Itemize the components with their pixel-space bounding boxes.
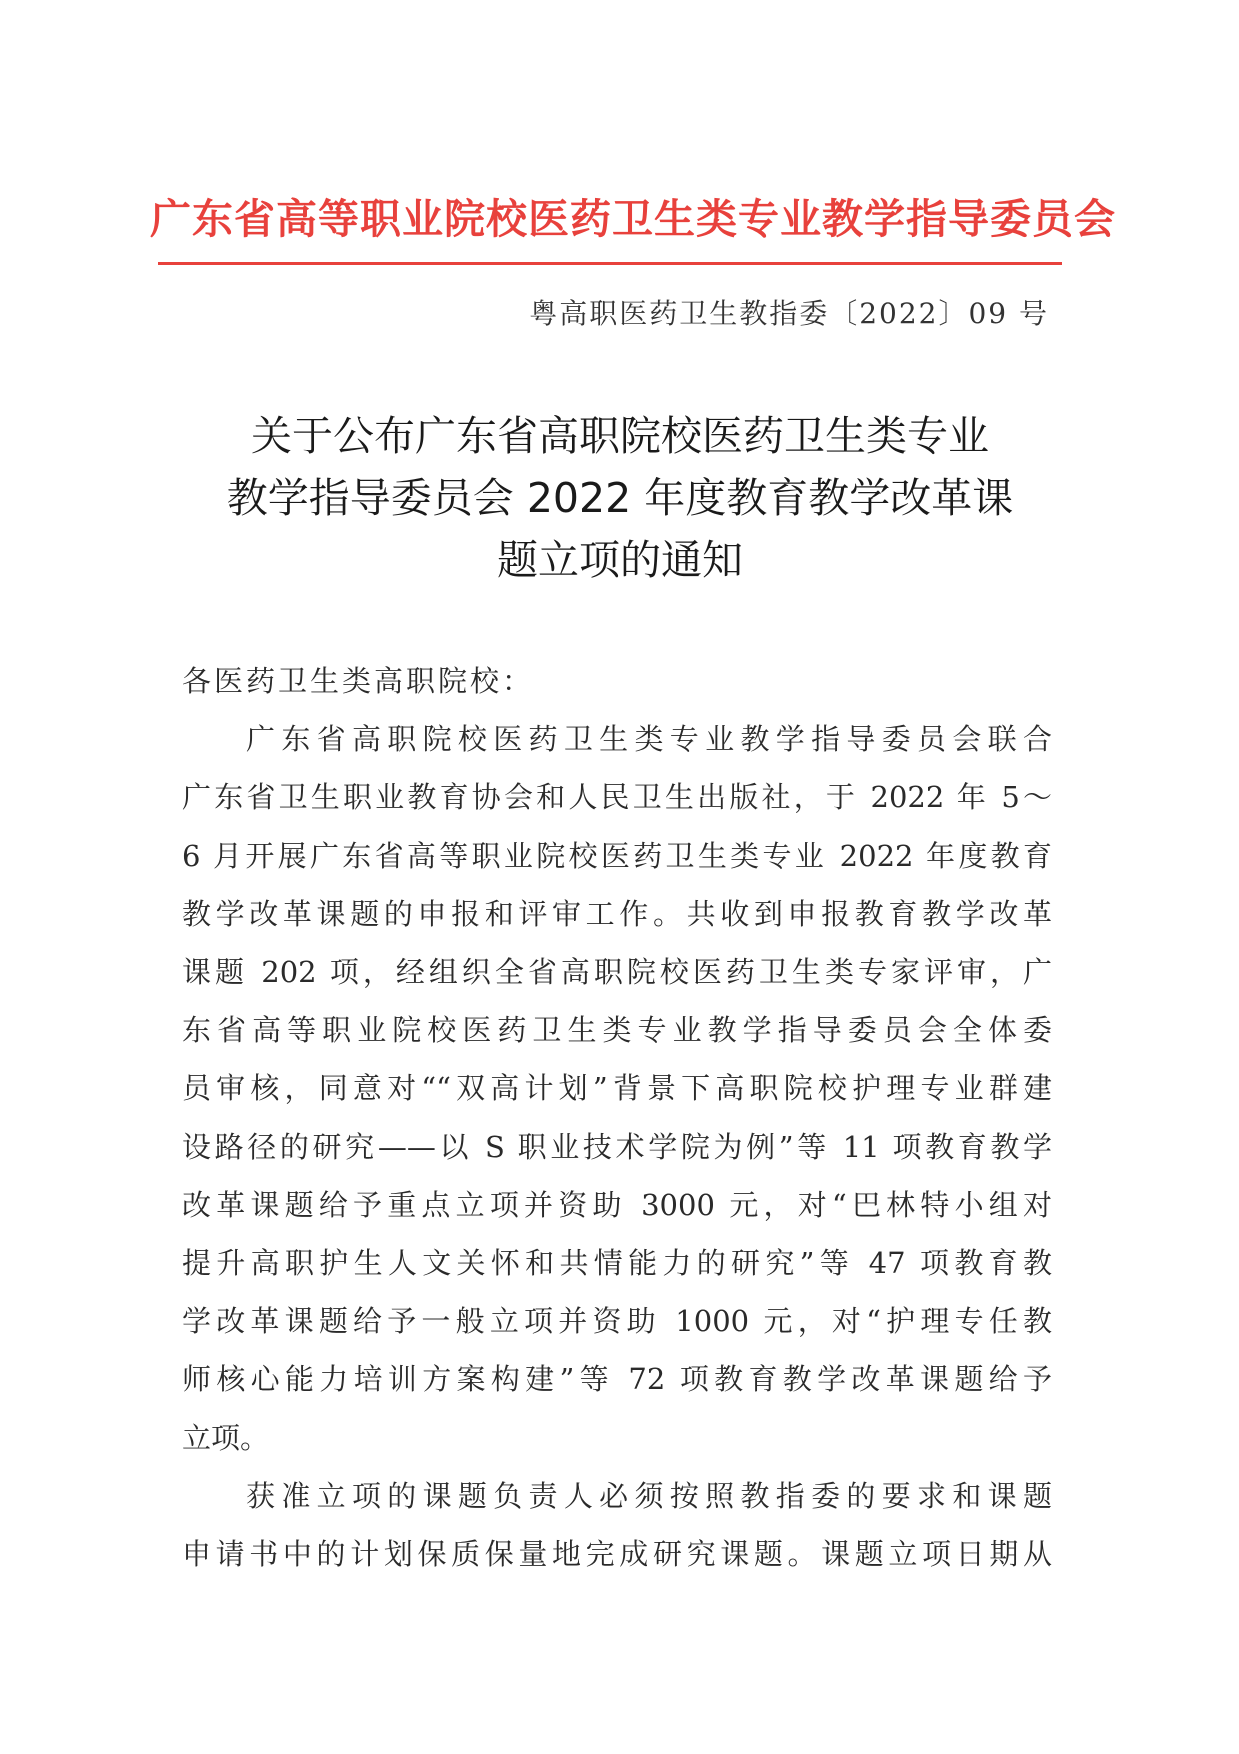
document-body <box>182 652 1052 1583</box>
title-line: 关于公布广东省高职院校医药卫生类专业 <box>251 412 989 460</box>
organization-header: 广东省高等职业院校医药卫生类专业教学指导委员会 <box>150 195 1116 243</box>
body-line: 申请书中的计划保质保量地完成研究课题。课题立项日期从 <box>182 1537 1052 1572</box>
body-line: 广东省卫生职业教育协会和人民卫生出版社，于 2022 年 5～ <box>182 780 1052 815</box>
body-line: 获准立项的课题负责人必须按照教指委的要求和课题 <box>246 1478 1052 1513</box>
body-line: 设路径的研究——以 S 职业技术学院为例”等 11 项教育教学 <box>182 1129 1052 1164</box>
title-line: 题立项的通知 <box>497 536 743 584</box>
document-title <box>150 405 1090 591</box>
document-number: 粤高职医药卫生教指委〔2022〕09 号 <box>529 297 1049 330</box>
body-line: 师核心能力培训方案构建”等 72 项教育教学改革课题给予 <box>182 1362 1052 1397</box>
body-line: 学改革课题给予一般立项并资助 1000 元，对“护理专任教 <box>182 1304 1052 1339</box>
body-line: 课题 202 项，经组织全省高职院校医药卫生类专家评审，广 <box>182 955 1052 990</box>
header-divider <box>158 262 1062 265</box>
salutation: 各医药卫生类高职院校： <box>182 664 535 698</box>
body-line: 广东省高职院校医药卫生类专业教学指导委员会联合 <box>246 722 1052 757</box>
body-line: 立项。 <box>182 1420 270 1455</box>
body-line: 提升高职护生人文关怀和共情能力的研究”等 47 项教育教 <box>182 1246 1052 1281</box>
body-line: 教学改革课题的申报和评审工作。共收到申报教育教学改革 <box>182 896 1052 931</box>
body-line: 员审核，同意对““双高计划”背景下高职院校护理专业群建 <box>182 1071 1052 1106</box>
paragraph-2 <box>182 1467 1052 1583</box>
paragraph-1 <box>182 710 1052 1467</box>
title-line: 教学指导委员会 2022 年度教育教学改革课 <box>226 474 1014 522</box>
body-line: 6 月开展广东省高等职业院校医药卫生类专业 2022 年度教育 <box>182 838 1052 873</box>
body-line: 改革课题给予重点立项并资助 3000 元，对“巴林特小组对 <box>182 1187 1052 1222</box>
body-line: 东省高等职业院校医药卫生类专业教学指导委员会全体委 <box>182 1013 1052 1048</box>
